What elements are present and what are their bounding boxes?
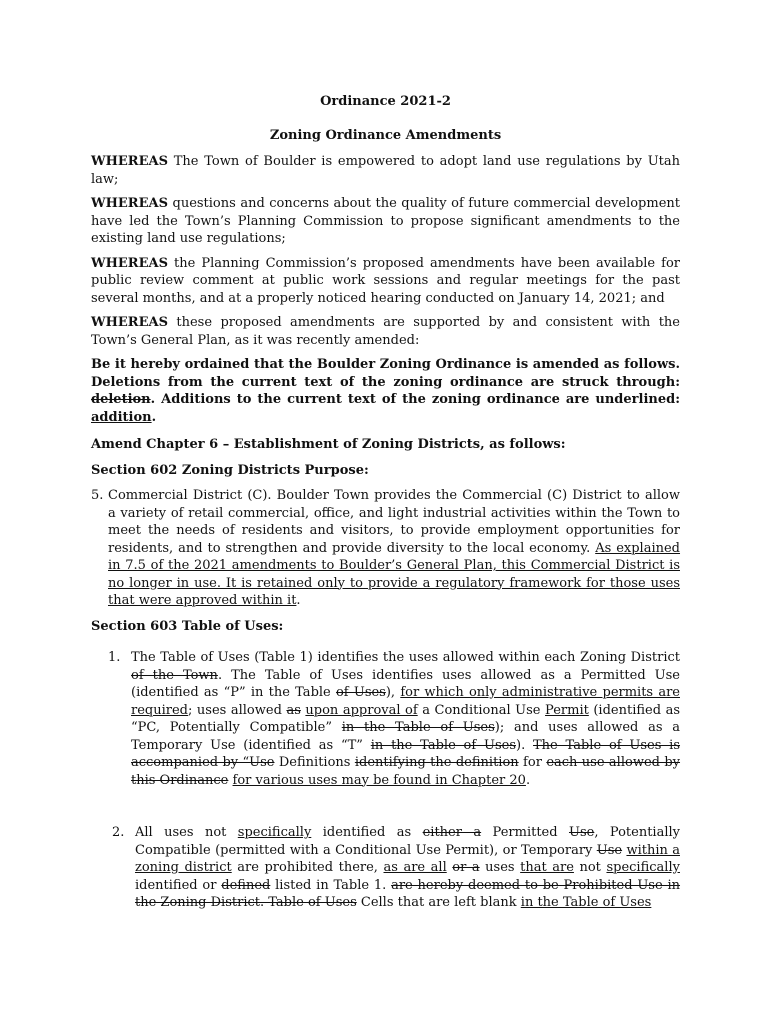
whereas-clause-4 [91,314,680,349]
added-text: as are all [383,860,447,875]
deletion-example: deletion [91,392,151,407]
ordinance-subtitle: Zoning Ordinance Amendments [269,127,502,143]
item-text: uses [479,860,521,875]
item-text: ; uses allowed [188,702,287,718]
item-text: . [525,772,531,788]
ordinance-document [91,93,680,912]
ordinance-title: Ordinance 2021-2 [320,94,451,109]
deleted-text: identifying the definition [354,755,519,770]
item-number: 5. [91,488,104,503]
section-603-heading: Section 603 Table of Uses: [91,618,284,634]
whereas-text: the Planning Commission’s proposed amendments have been available for public review comment at public work sessions and regular meetings for the past several months, and at a properly noticed hearing conducted on January 14, 2021; and [91,255,680,306]
section-602-heading: Section 602 Zoning Districts Purpose: [91,462,369,478]
added-text: for which only administrative permits are required [131,685,680,718]
added-text: that are [520,860,574,875]
item-text: All uses not [135,825,238,840]
item-text: . The Table of Uses identifies uses allowed as a Permitted Use (identified as “P” in the Table [131,667,680,700]
whereas-text: questions and concerns about the quality of future commercial development have led the Town’s Planning Commission to propose significant amendments to the existing land use regulations; [91,196,680,246]
addition-example: addition [91,409,152,425]
added-text: for various uses may be found in Chapter 20 [232,772,526,788]
added-text: Permit [545,702,589,718]
item-text: (identified as “PC, Potentially Compatible” [131,702,681,735]
whereas-keyword: WHEREAS [91,315,168,330]
whereas-keyword: WHEREAS [91,154,168,169]
item-text: Cells that are left blank [356,895,521,910]
deleted-text: of Uses [335,685,386,700]
ordain-middle: . Additions to the current text of the zoning ordinance are underlined: [150,392,680,407]
item-text: identified or [135,877,222,893]
item-text: ). [516,737,534,753]
section-603-item-1 [91,649,680,789]
deleted-text: as [286,702,301,718]
whereas-clause-2 [91,195,680,248]
ordain-end: . [151,409,157,425]
deleted-text: Use [568,825,595,840]
added-text: specifically [606,860,680,875]
item-text: for [518,755,547,770]
item-text: Commercial District (C). Boulder Town provides the Commercial (C) District to allow a variety of retail commercial, office, and light industrial activities within the Town to meet the needs of residents and visitors, to provide employment opportunities for residents, and to strengthen and provide diversity to the local economy. [108,488,680,556]
item-text: ), [385,685,401,700]
deleted-text: of the Town [131,667,218,683]
item-end: . [296,593,301,608]
deleted-text: defined [221,877,271,893]
deleted-text: The Table of Uses is accompanied by “Use [131,737,681,770]
item-text: listed in Table 1. [270,877,392,893]
item-text: Permitted [481,825,569,840]
item-added-text: As explained in 7.5 of the 2021 amendments to Boulder’s General Plan, this Commercial District is no longer in use. It is retained only to provide a regulatory framework for those uses that were approved within it [108,540,681,608]
ordain-statement [91,356,680,426]
whereas-text: The Town of Boulder is empowered to adopt land use regulations by Utah law; [91,154,680,187]
added-text: specifically [237,825,312,840]
item-text: identified as [311,825,423,840]
whereas-keyword: WHEREAS [91,255,168,271]
section-602-item-5 [91,487,680,610]
item-text: , Potentially Compatible (permitted with a Conditional Use Permit), or Temporary [135,825,680,858]
item-text: Definitions [274,755,355,770]
deleted-text: Use [596,842,623,858]
added-text: upon approval of [305,702,418,718]
item-text: The Table of Uses (Table 1) identifies the uses allowed within each Zoning District [131,650,680,665]
whereas-clause-3 [91,255,680,308]
item-text: a Conditional Use [417,702,546,718]
whereas-keyword: WHEREAS [91,196,168,211]
item-text: are prohibited there, [231,860,384,875]
whereas-clause-1 [91,153,680,188]
added-text: within a zoning district [135,842,680,875]
deleted-text: in the Table of Uses [370,737,516,753]
added-text: in the Table of Uses [520,895,652,910]
section-603-item-2 [91,824,680,912]
item-text: ); and uses allowed as a Temporary Use (identified as “T” [131,720,680,753]
deleted-text: in the Table of Uses [341,720,495,735]
item-number: 1. [108,650,121,665]
chapter-heading: Amend Chapter 6 – Establishment of Zoning Districts, as follows: [91,437,566,452]
deleted-text: each use allowed by this Ordinance [131,755,681,788]
deleted-text: are hereby deemed to be Prohibited Use in the Zoning District. Table of Uses [135,877,681,910]
deleted-text: either a [422,825,482,840]
item-text: not [573,860,607,875]
item-number: 2. [112,825,125,840]
ordain-lead: Be it hereby ordained that the Boulder Zoning Ordinance is amended as follows. Deletions from the current text of the zoning ordinance are struck through: [91,357,680,390]
deleted-text: or a [452,860,480,875]
whereas-text: these proposed amendments are supported by and consistent with the Town’s General Plan, as it was recently amended: [91,315,680,348]
